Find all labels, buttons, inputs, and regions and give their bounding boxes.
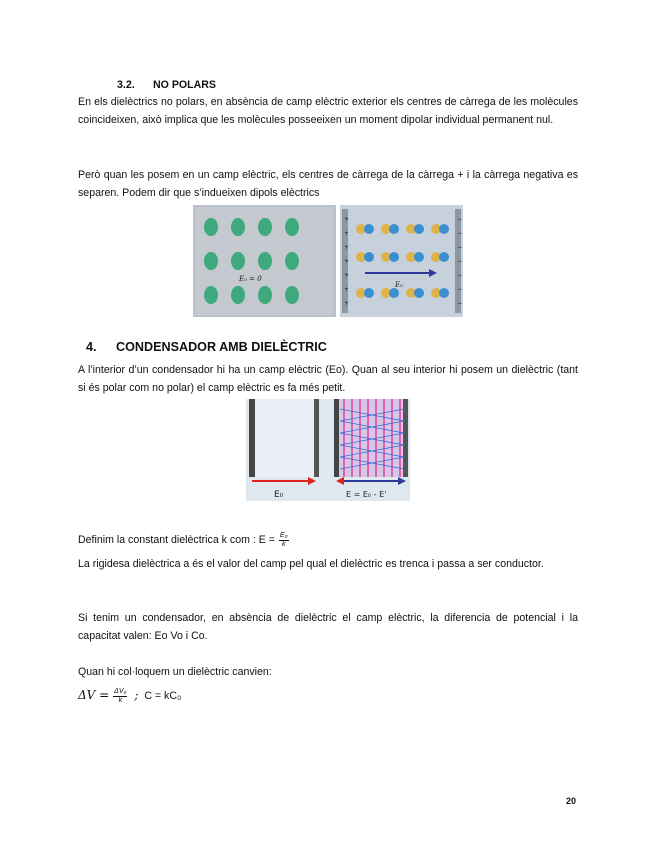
- figure-capacitor-dielectric: [246, 399, 410, 501]
- formula-denominator: k: [118, 696, 123, 704]
- svg-text:+: +: [344, 216, 350, 223]
- plate-left-empty: [249, 399, 255, 477]
- formula-lhs: ΔV =: [78, 688, 110, 702]
- plate-left-dielectric: [334, 399, 339, 477]
- formula-numerator: ΔV₀: [114, 687, 127, 695]
- definition-text: Definim la constant dielèctrica k com : E =: [78, 534, 275, 546]
- section-title: CONDENSADOR AMB DIELÈCTRIC: [116, 340, 327, 354]
- section-heading-4: [86, 340, 327, 354]
- svg-text:+: +: [344, 230, 350, 237]
- formula-fraction: [113, 688, 127, 705]
- definition-fraction: [279, 532, 289, 549]
- svg-text:−: −: [457, 216, 463, 223]
- formula-potential-capacity: [78, 684, 578, 707]
- paragraph-induced-dipoles: Però quan les posem en un camp elèctric, els centres de càrrega de la càrrega + i la càrrega negativa es separen. Podem dir que s’indueixen dipols elèctrics: [78, 169, 578, 199]
- svg-text:+: +: [344, 300, 350, 307]
- label-zero-field: E₀ = 0: [239, 275, 262, 283]
- plate-right-dielectric: [403, 399, 408, 477]
- page-number: 20: [566, 796, 577, 806]
- paragraph-changes: Quan hi col·loquem un dielèctric canvien:: [78, 666, 272, 678]
- paragraph-non-polar-definition: En els dielèctrics no polars, en absència de camp elèctric exterior els centres de càrrega de les molècules coincideixen, això implica que les molècules posseeixen un moment dipolar individual permanent nul.: [78, 96, 578, 126]
- fraction-denominator: k: [281, 540, 286, 548]
- plate-right-empty: [314, 399, 319, 477]
- label-e0: E₀: [274, 490, 284, 500]
- svg-text:+: +: [344, 272, 350, 279]
- svg-text:−: −: [457, 258, 463, 265]
- svg-text:−: −: [457, 244, 463, 251]
- panel-empty-capacitor: [254, 399, 318, 477]
- definition-dielectric-constant: [78, 531, 578, 549]
- paragraph-capacitor-field: A l’interior d’un condensador hi ha un camp elèctric (Eo). Quan al seu interior hi posem un dielèctric (tant si és polar com no polar) el camp elèctric es fa més petit.: [78, 364, 578, 394]
- section-title: NO POLARS: [153, 79, 216, 91]
- paragraph-dielectric-strength: La rigidesa dielèctrica a és el valor del camp pel qual el dielèctric es trenca i passa a ser conductor.: [78, 558, 544, 570]
- svg-text:−: −: [457, 300, 463, 307]
- section-number: 3.2.: [117, 79, 135, 91]
- svg-text:−: −: [457, 230, 463, 237]
- svg-text:−: −: [457, 286, 463, 293]
- label-e-net: E = E₀ - E’: [346, 490, 387, 499]
- paragraph-without-dielectric: Si tenim un condensador, en absència de dielèctric el camp elèctric, la diferencia de potencial i la capacitat valen: Eo Vo i Co.: [78, 612, 578, 642]
- section-heading-3-2: [117, 79, 216, 91]
- label-applied-field: E₀: [395, 281, 403, 289]
- svg-text:−: −: [457, 272, 463, 279]
- formula-separator: ;: [134, 688, 139, 702]
- figure-non-polar-dipoles: [193, 205, 463, 317]
- svg-text:+: +: [344, 286, 350, 293]
- formula-capacity: C = kC₀: [144, 690, 182, 702]
- section-number: 4.: [86, 340, 97, 354]
- svg-text:+: +: [344, 244, 350, 251]
- fraction-numerator: E₀: [279, 531, 288, 539]
- svg-text:+: +: [344, 258, 350, 265]
